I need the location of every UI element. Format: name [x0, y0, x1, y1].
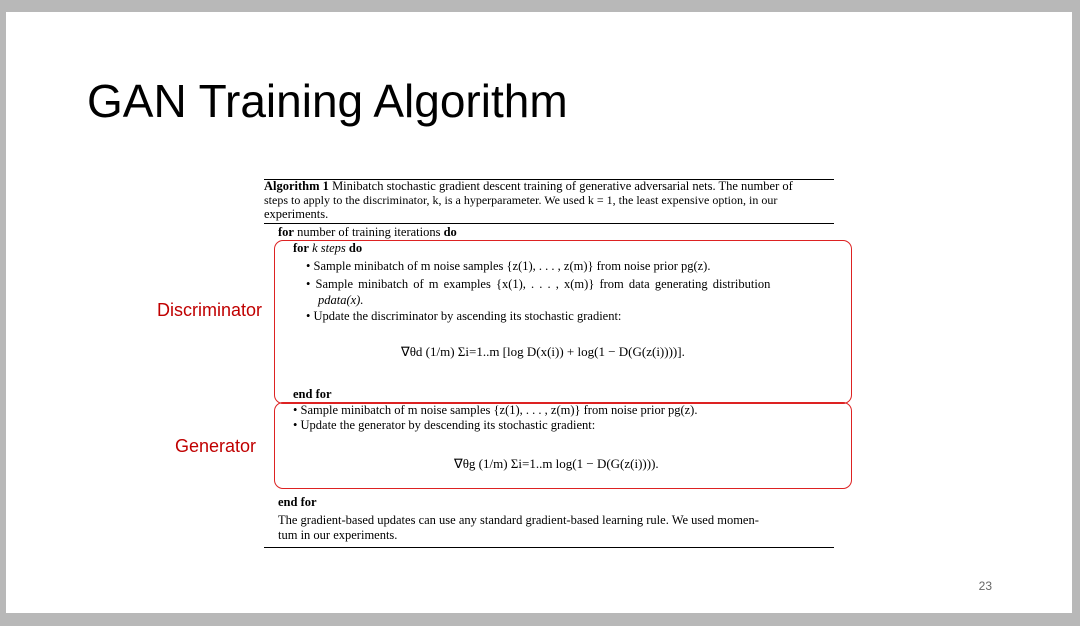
algorithm-caption-line3: experiments.	[264, 207, 329, 221]
inner-end-for	[293, 387, 332, 402]
g-step-sample-noise: • Sample minibatch of m noise samples {z(1), . . . , z(m)} from noise prior pg(z).	[293, 403, 698, 417]
d-step-sample-noise: • Sample minibatch of m noise samples {z(1), . . . , z(m)} from noise prior pg(z).	[306, 259, 711, 273]
discriminator-label: Discriminator	[157, 300, 263, 320]
end-for-keyword: end for	[293, 387, 332, 401]
d-step-sample-data: • Sample minibatch of m examples {x(1), . . . , x(m)} from data generating distribution	[306, 277, 771, 291]
g-step-update: • Update the generator by descending its stochastic gradient:	[293, 418, 596, 432]
algorithm-caption-text: Minibatch stochastic gradient descent training of generative adversarial nets. The number of	[332, 179, 793, 193]
for-keyword: for	[278, 225, 294, 239]
outer-for-text: number of training iterations	[297, 225, 441, 239]
for-keyword: for	[293, 241, 309, 255]
algorithm-caption-head: Algorithm 1	[264, 179, 329, 193]
page-number: 23	[978, 579, 992, 593]
algorithm-caption-line2: steps to apply to the discriminator, k, is a hyperparameter. We used k = 1, the least expensive option, in our	[264, 193, 778, 207]
do-keyword: do	[348, 241, 363, 255]
end-for-keyword: end for	[278, 495, 317, 509]
inner-for-line	[293, 241, 362, 256]
generator-gradient-equation: ∇θg (1/m) Σi=1..m log(1 − D(G(z(i)))).	[454, 456, 659, 471]
d-step-pdata: pdata(x).	[318, 293, 364, 307]
slide	[6, 12, 1072, 613]
outer-end-for	[278, 495, 317, 510]
bottom-rule	[264, 547, 834, 548]
discriminator-gradient-equation: ∇θd (1/m) Σi=1..m [log D(x(i)) + log(1 − D(G(z(i))))].	[401, 344, 685, 359]
d-step-update: • Update the discriminator by ascending its stochastic gradient:	[306, 309, 622, 323]
outer-for-line	[278, 225, 457, 240]
slide-title: GAN Training Algorithm	[87, 75, 568, 127]
footer-line1: The gradient-based updates can use any standard gradient-based learning rule. We used momen-	[278, 513, 759, 527]
generator-label: Generator	[175, 436, 257, 456]
footer-line2: tum in our experiments.	[278, 528, 398, 542]
algorithm-caption-line1	[264, 179, 793, 194]
caption-rule	[264, 223, 834, 224]
do-keyword: do	[443, 225, 457, 239]
inner-for-text: k steps	[312, 241, 346, 255]
